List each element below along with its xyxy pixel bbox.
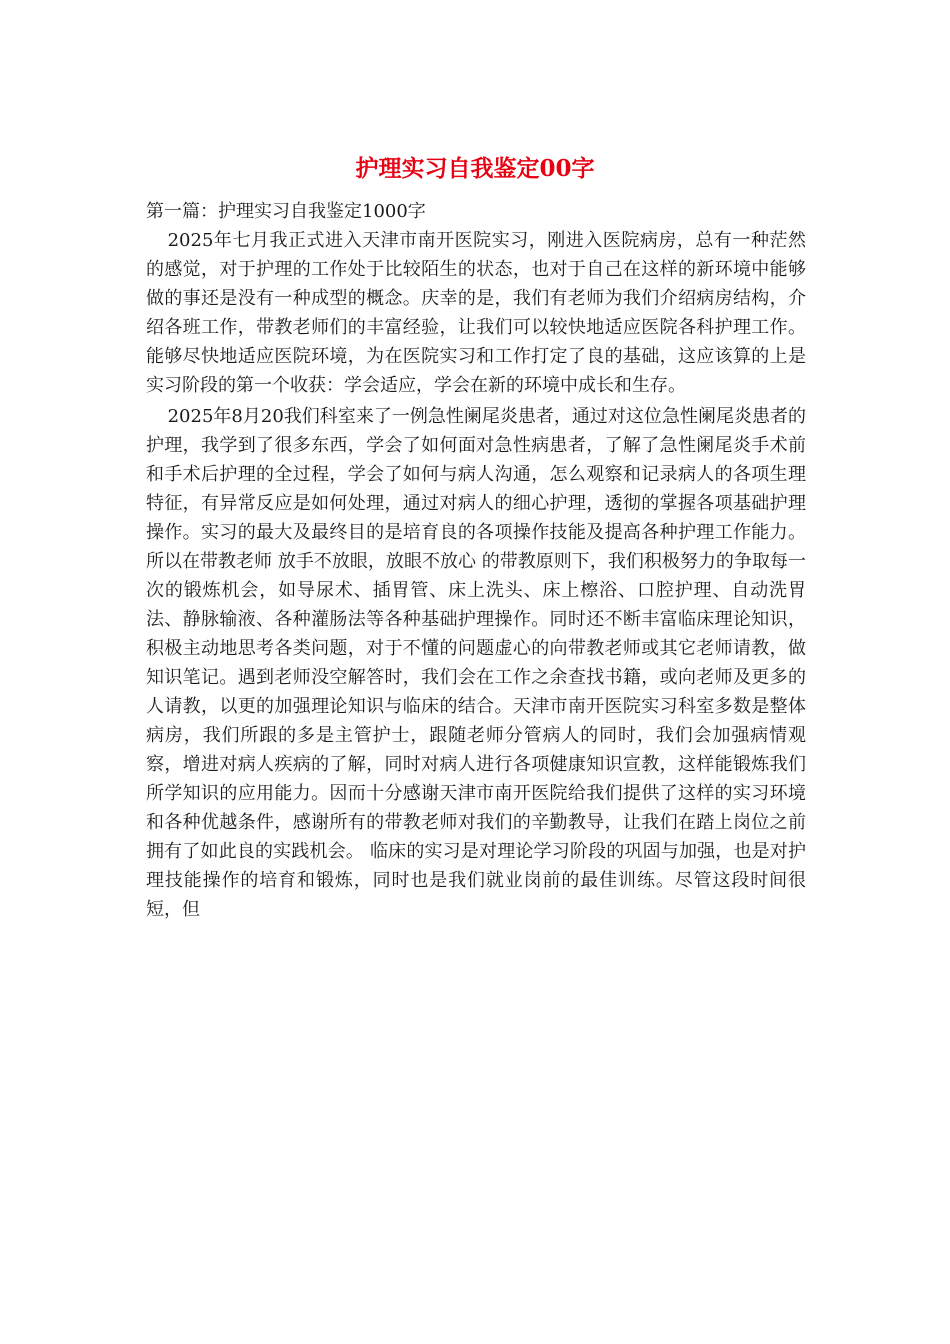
body-paragraph-2: 2025年8月20我们科室来了一例急性阑尾炎患者，通过对这位急性阑尾炎患者的护理，我学到了很多东西，学会了如何面对急性病患者，了解了急性阑尾炎手术前和手术后护理的全过程，学会了如何与病人沟通，怎么观察和记录病人的各项生理特征，有异常反应是如何处理，通过对病人的细心护理，透彻的掌握各项基础护理操作。实习的最大及最终目的是培育良的各项操作技能及提高各种护理工作能力。所以在带教老师 放手不放眼，放眼不放心 的带教原则下，我们积极努力的争取每一次的锻炼机会，如导尿术、插胃管、床上洗头、床上檫浴、口腔护理、自动洗胃法、静脉输液、各种灌肠法等各种基础护理操作。同时还不断丰富临床理论知识，积极主动地思考各类问题，对于不懂的问题虚心的向带教老师或其它老师请教，做知识笔记。遇到老师没空解答时，我们会在工作之余查找书籍，或向老师及更多的人请教，以更的加强理论知识与临床的结合。天津市南开医院实习科室多数是整体病房，我们所跟的多是主管护士，跟随老师分管病人的同时，我们会加强病情观察，增进对病人疾病的了解，同时对病人进行各项健康知识宣教，这样能锻炼我们所学知识的应用能力。因而十分感谢天津市南开医院给我们提供了这样的实习环境和各种优越条件，感谢所有的带教老师对我们的辛勤教导，让我们在踏上岗位之前拥有了如此良的实践机会。 临床的实习是对理论学习阶段的巩固与加强，也是对护理技能操作的培育和锻炼，同时也是我们就业岗前的最佳训练。尽管这段时间很短，但 xyxy=(146,406,806,920)
document-body xyxy=(146,197,806,924)
document-title: 护理实习自我鉴定00字 xyxy=(355,155,595,182)
section-heading: 第一篇：护理实习自我鉴定1000字 xyxy=(146,201,426,222)
body-paragraph-1: 2025年七月我正式进入天津市南开医院实习，刚进入医院病房，总有一种茫然的感觉，对于护理的工作处于比较陌生的状态，也对于自己在这样的新环境中能够做的事还是没有一种成型的概念。庆幸的是，我们有老师为我们介绍病房结构，介绍各班工作，带教老师们的丰富经验，让我们可以较快地适应医院各科护理工作。能够尽快地适应医院环境，为在医院实习和工作打定了良的基础，这应该算的上是实习阶段的第一个收获：学会适应，学会在新的环境中成长和生存。 xyxy=(146,230,806,396)
